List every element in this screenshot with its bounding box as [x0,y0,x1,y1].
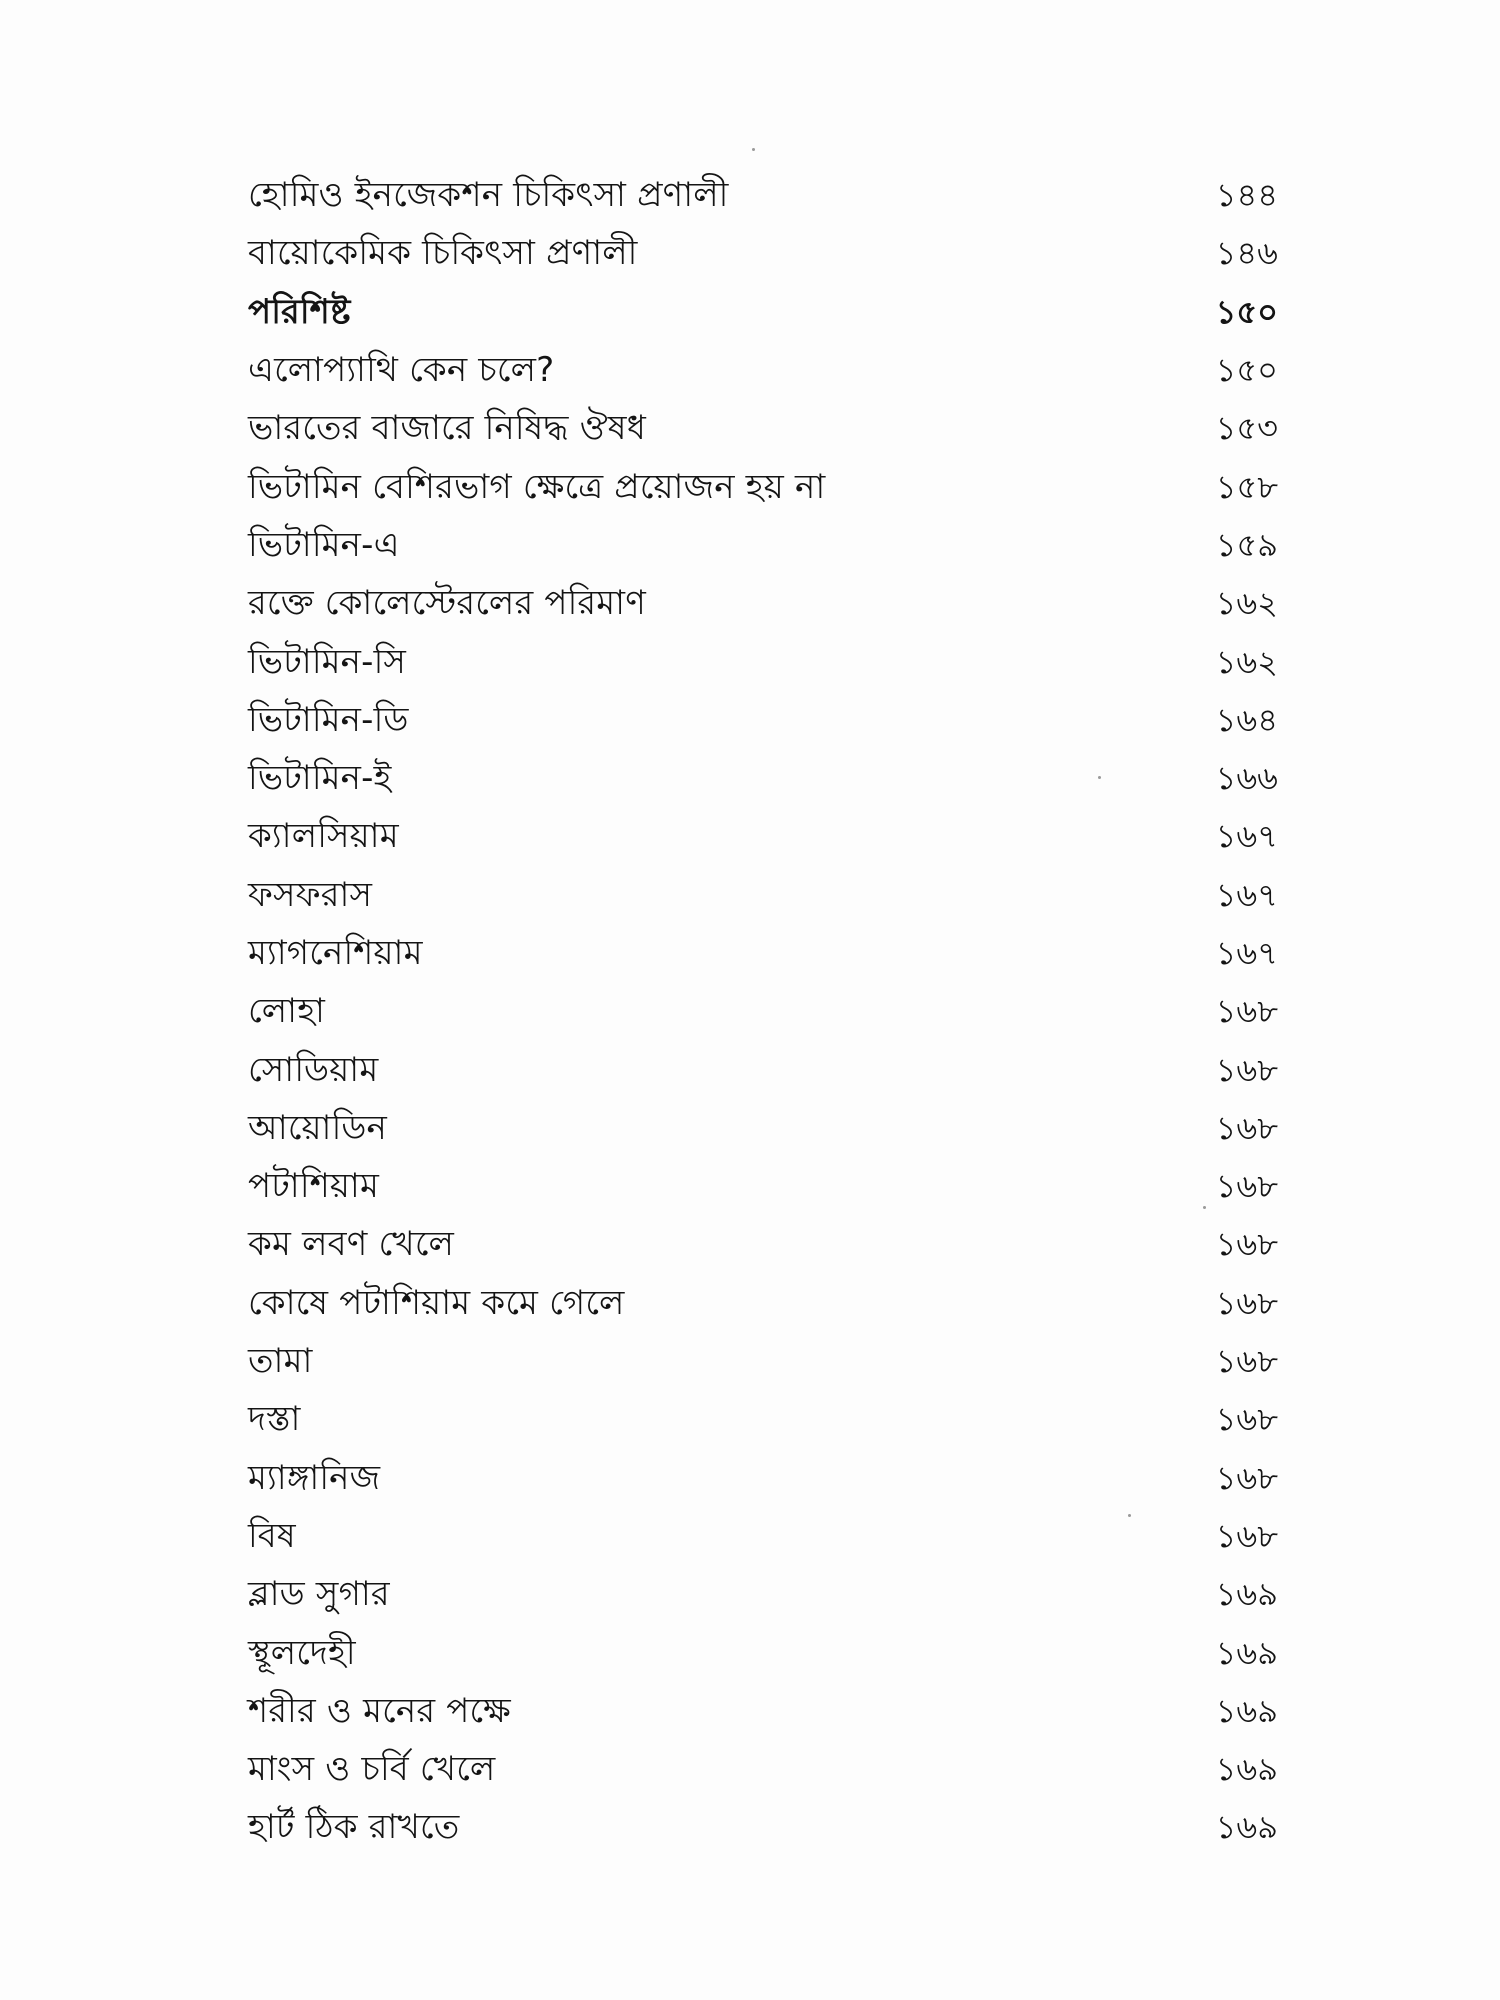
paper-speck [752,148,755,151]
toc-entry-page-number: ১৬৪ [1215,700,1278,739]
toc-entry-page-number: ১৬৭ [1215,934,1278,972]
toc-entry [248,1215,1278,1273]
toc-entry-page-number: ১৬৮ [1215,1458,1278,1497]
toc-entry-title: সোডিয়াম [248,1049,379,1090]
toc-entry-title: বায়োকেমিক চিকিৎসা প্রণালী [248,233,638,274]
toc-entry-page-number: ১৪৬ [1215,234,1278,273]
toc-entry-page-number: ১৬৯ [1215,1691,1278,1730]
toc-entry-page-number: ১৬৮ [1215,1050,1278,1089]
toc-entry-page-number: ১৬৮ [1215,1225,1278,1264]
paper-speck [1203,1206,1206,1209]
toc-entry [248,399,1278,457]
toc-entry-title: বিষ [248,1515,296,1556]
toc-entry-title: হোমিও ইনজেকশন চিকিৎসা প্রণালী [248,175,729,216]
toc-entry-page-number: ১৬৭ [1215,875,1278,914]
toc-entry-page-number: ১৬৯ [1215,1575,1278,1614]
toc-entry-page-number: ১৫০ [1215,292,1278,331]
table-of-contents [248,166,1278,1857]
toc-entry-page-number: ১৬৯ [1215,1808,1278,1847]
toc-entry [248,632,1278,690]
toc-entry [248,807,1278,865]
toc-entry [248,1798,1278,1856]
toc-entry-title: তামা [248,1341,313,1382]
toc-entry-page-number: ১৬৮ [1215,1283,1278,1322]
toc-entry [248,1390,1278,1448]
toc-entry-title: ক্যালসিয়াম [248,816,399,857]
toc-entry [248,1040,1278,1098]
toc-entry [248,1623,1278,1681]
toc-entry-title: ভিটামিন-সি [248,641,407,682]
toc-entry-title: কম লবণ খেলে [248,1224,455,1265]
toc-entry [248,1332,1278,1390]
toc-entry [248,1157,1278,1215]
toc-entry-title: এলোপ্যাথি কেন চলে? [248,350,555,391]
toc-entry-title: আয়োডিন [248,1107,388,1148]
toc-entry [248,691,1278,749]
toc-entry-title: ভিটামিন-ই [248,758,392,799]
toc-entry [248,516,1278,574]
toc-entry-page-number: ১৬৬ [1215,759,1278,798]
toc-entry-title: ভিটামিন-এ [248,524,400,565]
toc-entry-page-number: ১৬২ [1215,642,1278,681]
toc-entry [248,1099,1278,1157]
toc-entry-page-number: ১৫০ [1215,351,1278,390]
toc-entry [248,1449,1278,1507]
toc-entry-page-number: ১৫৩ [1215,409,1278,448]
toc-entry [248,866,1278,924]
toc-entry-title: লোহা [248,991,326,1032]
toc-entry-page-number: ১৬৭ [1215,817,1278,856]
toc-entry-title: পটাশিয়াম [248,1166,380,1207]
toc-entry [248,1740,1278,1798]
toc-entry-page-number: ১৬৯ [1215,1750,1278,1789]
toc-entry [248,1274,1278,1332]
toc-entry [248,574,1278,632]
toc-entry-page-number: ১৫৯ [1215,525,1278,564]
toc-entry [248,982,1278,1040]
toc-entry [248,924,1278,982]
toc-entry-title: ভিটামিন বেশিরভাগ ক্ষেত্রে প্রয়োজন হয় না [248,466,826,507]
toc-entry-page-number: ১৬২ [1215,584,1278,623]
toc-entry-page-number: ১৪৪ [1215,176,1278,215]
toc-entry [248,457,1278,515]
toc-entry-page-number: ১৬৮ [1215,1342,1278,1381]
toc-entry-page-number: ১৬৮ [1215,1516,1278,1555]
toc-entry-page-number: ১৫৮ [1215,467,1278,506]
toc-entry [248,1565,1278,1623]
toc-entry [248,224,1278,282]
toc-entry [248,283,1278,341]
toc-entry-title: রক্তে কোলেস্টেরলের পরিমাণ [248,583,646,624]
toc-entry-page-number: ১৬৮ [1215,1167,1278,1206]
toc-entry [248,341,1278,399]
toc-entry-page-number: ১৬৮ [1215,1108,1278,1147]
toc-entry-title: ম্যাগনেশিয়াম [248,933,423,973]
toc-entry-title: কোষে পটাশিয়াম কমে গেলে [248,1282,625,1323]
toc-entry [248,1682,1278,1740]
toc-entry-title: দস্তা [248,1399,301,1440]
toc-entry [248,166,1278,224]
toc-entry-title: শরীর ও মনের পক্ষে [248,1690,511,1731]
toc-entry [248,1507,1278,1565]
toc-entry-title: হার্ট ঠিক রাখতে [248,1807,460,1848]
toc-entry-title: ফসফরাস [248,874,373,915]
toc-entry-title: ভিটামিন-ডি [248,699,409,740]
toc-entry [248,749,1278,807]
toc-entry-page-number: ১৬৯ [1215,1633,1278,1672]
toc-entry-page-number: ১৬৮ [1215,992,1278,1031]
toc-entry-title: ভারতের বাজারে নিষিদ্ধ ঔষধ [248,408,646,449]
toc-entry-title: স্থূলদেহী [248,1632,356,1673]
toc-entry-title: মাংস ও চর্বি খেলে [248,1749,496,1790]
toc-entry-page-number: ১৬৮ [1215,1400,1278,1439]
paper-speck [1098,776,1101,779]
toc-entry-title: ব্লাড সুগার [248,1574,390,1615]
toc-entry-title: পরিশিষ্ট [248,291,351,332]
toc-entry-title: ম্যাঙ্গানিজ [248,1457,381,1498]
paper-speck [1128,1514,1131,1517]
